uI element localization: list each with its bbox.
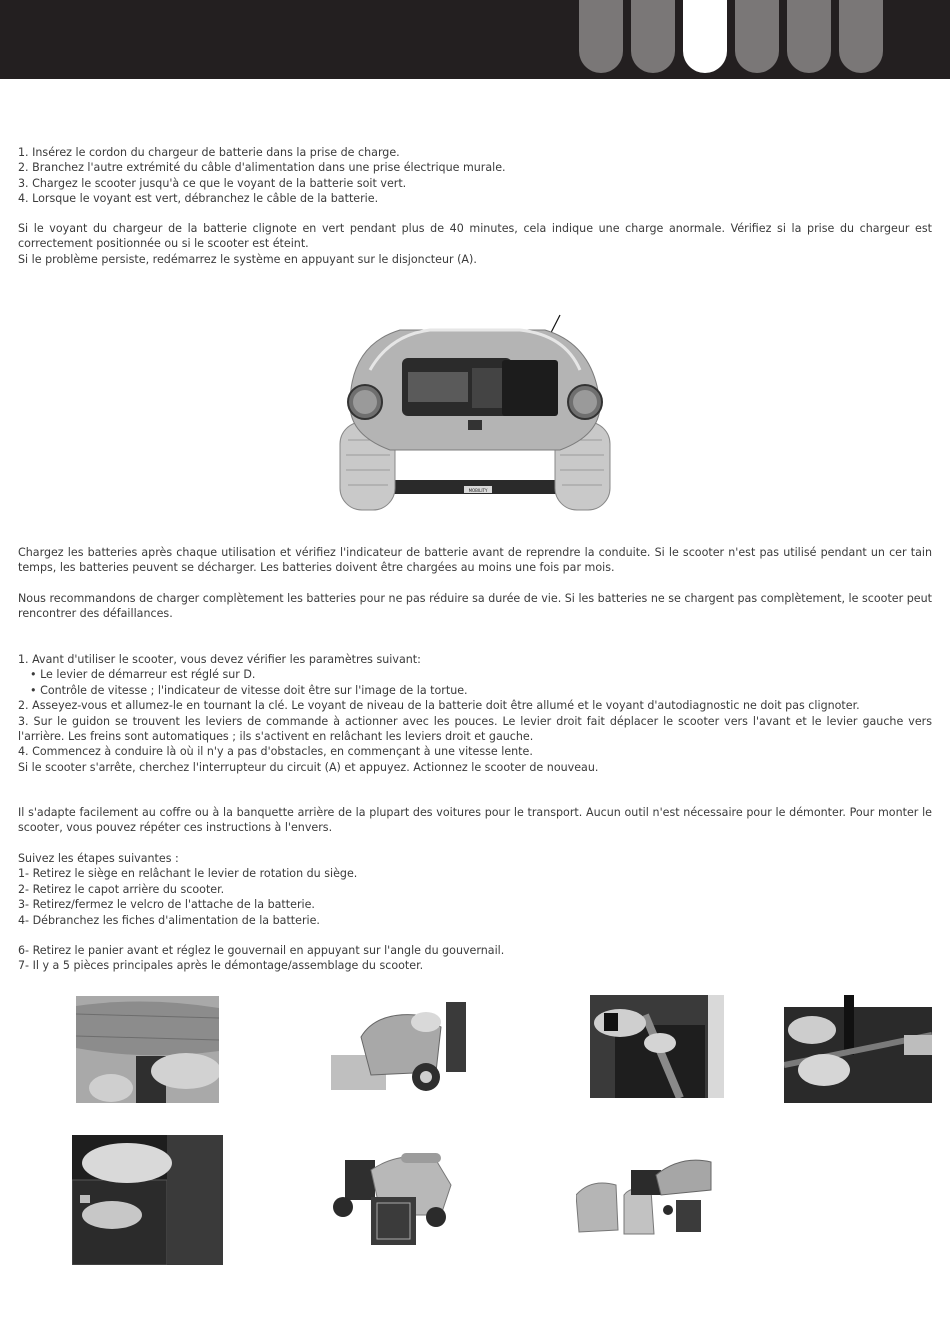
driving-step-2: 2. Asseyez-vous et allumez-le en tournant la clé. Le voyant de niveau de la batterie doit être allumé et le voyant d'autodiagnostic ne doit pas clignoter. bbox=[18, 699, 860, 713]
scooter-rear-figure bbox=[330, 310, 620, 515]
scooter-rear-illustration bbox=[330, 310, 620, 515]
driving-step-3: 3. Sur le guidon se trouvent les leviers de commande à actionner avec les pouces. Le levier droit fait déplacer le scooter vers l'avant et le levier gauche vers l'arrière. Les freins sont automatiques ; ils s'activent en relâchant les leviers droit et gauche. bbox=[18, 714, 932, 744]
transport-step-4: 4- Débranchez les fiches d'alimentation de la batterie. bbox=[18, 913, 320, 927]
section-tab-5[interactable] bbox=[787, 0, 831, 73]
section-tab-2[interactable] bbox=[631, 0, 675, 73]
charging-warning: Si le voyant du chargeur de la batterie clignote en vert pendant plus de 40 minutes, cela indique une charge anormale. Vérifiez si la prise du chargeur est correctement positionnée ou si le scooter est éteint. bbox=[18, 222, 932, 251]
photo-seat-removal bbox=[76, 996, 219, 1103]
charging-warning-block bbox=[18, 221, 932, 267]
transport-intro bbox=[18, 805, 932, 836]
photo-five-parts bbox=[576, 1150, 715, 1237]
transport-step-3: 3- Retirez/fermez le velcro de l'attache de la batterie. bbox=[18, 898, 315, 912]
photo-velcro-strap bbox=[590, 995, 724, 1098]
section-tab-6[interactable] bbox=[839, 0, 883, 73]
transport-steps-title: Suivez les étapes suivantes : bbox=[18, 852, 179, 865]
section-tab-3-active[interactable] bbox=[683, 0, 727, 73]
section-tab-4[interactable] bbox=[735, 0, 779, 73]
transport-step-7: 7- Il y a 5 pièces principales après le démontage/assemblage du scooter. bbox=[18, 959, 424, 973]
charging-step-4: 4. Lorsque le voyant est vert, débranchez le câble de la batterie. bbox=[18, 192, 379, 206]
driving-step-4: 4. Commencez à conduire là où il n'y a pas d'obstacles, en commençant à une vitesse lente. bbox=[18, 745, 533, 759]
battery-para-2 bbox=[18, 591, 932, 622]
photo-basket-removal bbox=[331, 1145, 462, 1248]
transport-intro-text: Il s'adapte facilement au coffre ou à la banquette arrière de la plupart des voitures pour le transport. Aucun outil n'est nécessaire pour le démonter. Pour monter le scooter, vous pouvez répéter ces instructions à l'envers. bbox=[18, 806, 932, 835]
charging-step-1: 1. Insérez le cordon du chargeur de batterie dans la prise de charge. bbox=[18, 146, 400, 159]
driving-instructions bbox=[18, 652, 932, 775]
photo-battery-plugs bbox=[784, 995, 932, 1103]
transport-step-2: 2- Retirez le capot arrière du scooter. bbox=[18, 882, 225, 896]
transport-step-1: 1- Retirez le siège en relâchant le levier de rotation du siège. bbox=[18, 867, 358, 881]
driving-bullet-2: • Contrôle de vitesse ; l'indicateur de vitesse doit être sur l'image de la tortue. bbox=[30, 683, 468, 697]
charging-step-2: 2. Branchez l'autre extrémité du câble d'alimentation dans une prise électrique murale. bbox=[18, 161, 506, 175]
breaker-note: Si le problème persiste, redémarrez le système en appuyant sur le disjoncteur (A). bbox=[18, 252, 477, 266]
photo-rear-cover bbox=[331, 997, 466, 1096]
battery-text-2: Nous recommandons de charger complètement les batteries pour ne pas réduire sa durée de vie. Si les batteries ne se chargent pas complètement, le scooter peut rencontrer des défaillances. bbox=[18, 592, 932, 621]
battery-text-1: Chargez les batteries après chaque utilisation et vérifiez l'indicateur de batterie avant de reprendre la conduite. Si le scooter n'est pas utilisé pendant un cer tain temps, les batteries peuvent se décharger. Les batteries doivent être chargées au moins une fois par mois. bbox=[18, 546, 932, 575]
driving-note: Si le scooter s'arrête, cherchez l'interrupteur du circuit (A) et appuyez. Actionnez le scooter de nouveau. bbox=[18, 760, 599, 774]
driving-bullet-1: • Le levier de démarreur est réglé sur D. bbox=[30, 668, 256, 682]
header-band bbox=[0, 0, 950, 79]
charging-steps bbox=[18, 145, 932, 207]
photo-battery-lift bbox=[72, 1135, 223, 1265]
transport-steps bbox=[18, 851, 932, 928]
charging-step-3: 3. Chargez le scooter jusqu'à ce que le voyant de la batterie soit vert. bbox=[18, 176, 407, 190]
transport-step-6: 6- Retirez le panier avant et réglez le gouvernail en appuyant sur l'angle du gouvernail. bbox=[18, 944, 505, 957]
battery-para-1 bbox=[18, 545, 932, 576]
frame-plate-text: MOBILITY bbox=[468, 488, 488, 493]
driving-step-1: 1. Avant d'utiliser le scooter, vous devez vérifier les paramètres suivant: bbox=[18, 653, 421, 666]
section-tab-1[interactable] bbox=[579, 0, 623, 73]
transport-steps-b bbox=[18, 943, 932, 974]
